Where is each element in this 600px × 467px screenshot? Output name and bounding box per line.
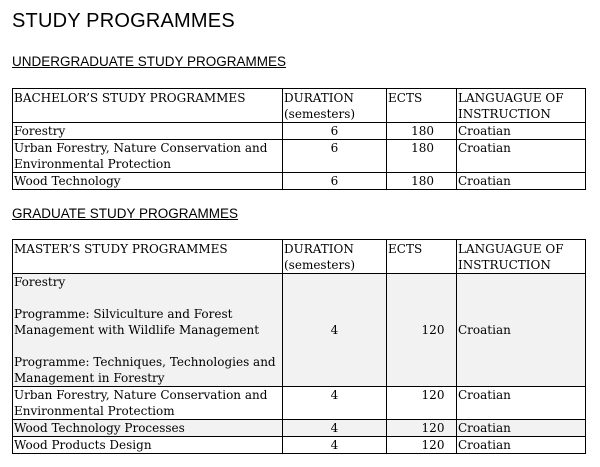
programme-name: Wood Technology	[13, 173, 283, 190]
language-cell: Croatian	[457, 420, 586, 437]
ects-cell: 120	[387, 420, 457, 437]
language-cell: Croatian	[457, 173, 586, 190]
header-duration: DURATION (semesters)	[283, 89, 387, 123]
duration-cell: 6	[283, 173, 387, 190]
header-ects: ECTS	[387, 89, 457, 123]
header-language: LANGUAGUE OF INSTRUCTION	[457, 89, 586, 123]
ects-cell: 120	[387, 274, 457, 387]
ects-cell: 120	[387, 437, 457, 454]
undergraduate-section-title: UNDERGRADUATE STUDY PROGRAMMES	[12, 54, 287, 69]
table-header-row	[13, 89, 586, 123]
programme-name: Urban Forestry, Nature Conservation and Environmental Protection	[13, 140, 283, 173]
duration-cell: 6	[283, 140, 387, 173]
ects-cell: 180	[387, 173, 457, 190]
ects-cell: 120	[387, 387, 457, 420]
language-cell: Croatian	[457, 140, 586, 173]
programme-name: Forestry	[13, 123, 283, 140]
table-row	[13, 173, 586, 190]
table-row-forestry	[13, 274, 586, 387]
programme-name: Urban Forestry, Nature Conservation and Environmental Protectiom	[13, 387, 283, 420]
duration-cell: 4	[283, 420, 387, 437]
language-cell: Croatian	[457, 123, 586, 140]
language-cell: Croatian	[457, 387, 586, 420]
duration-cell: 6	[283, 123, 387, 140]
header-programme: MASTER’S STUDY PROGRAMMES	[13, 240, 283, 274]
language-cell: Croatian	[457, 437, 586, 454]
duration-cell: 4	[283, 387, 387, 420]
graduate-section-title: GRADUATE STUDY PROGRAMMES	[12, 206, 239, 221]
table-row	[13, 140, 586, 173]
header-ects: ECTS	[387, 240, 457, 274]
language-cell: Croatian	[457, 274, 586, 387]
duration-cell: 4	[283, 274, 387, 387]
ects-cell: 180	[387, 140, 457, 173]
table-row	[13, 437, 586, 454]
table-row	[13, 387, 586, 420]
programme-name: Forestry Programme: Silviculture and Forest Management with Wildlife Management Programme: Techniques, Technologies and Management in Forestry	[13, 274, 283, 387]
programme-name: Wood Products Design	[13, 437, 283, 454]
table-row	[13, 123, 586, 140]
graduate-programmes-table	[12, 239, 586, 454]
programme-name: Wood Technology Processes	[13, 420, 283, 437]
header-duration: DURATION (semesters)	[283, 240, 387, 274]
table-header-row	[13, 240, 586, 274]
header-language: LANGUAGUE OF INSTRUCTION	[457, 240, 586, 274]
page-title: STUDY PROGRAMMES	[12, 10, 235, 32]
undergraduate-programmes-table	[12, 88, 586, 190]
forestry-label: Forestry	[14, 275, 66, 289]
table-row	[13, 420, 586, 437]
header-programme: BACHELOR’S STUDY PROGRAMMES	[13, 89, 283, 123]
duration-cell: 4	[283, 437, 387, 454]
ects-cell: 180	[387, 123, 457, 140]
